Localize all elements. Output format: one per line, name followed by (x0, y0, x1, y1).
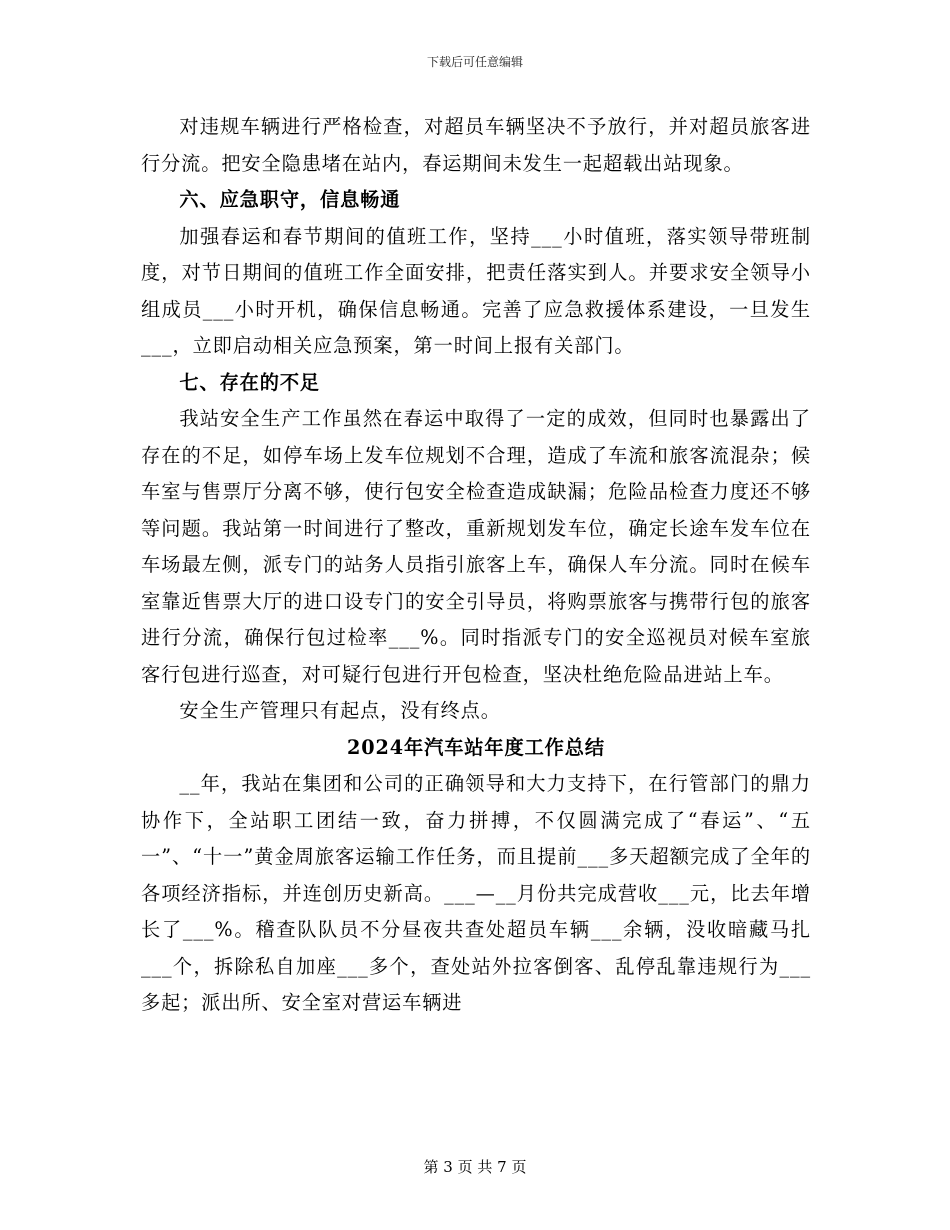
page-number-footer: 第 3 页 共 7 页 (423, 1158, 527, 1176)
section-heading-emergency-duty: 六、应急职守，信息畅通 (179, 188, 401, 211)
document-body (141, 109, 811, 1022)
paragraph-intro: 对违规车辆进行严格检查，对超员车辆坚决不予放行，并对超员旅客进行分流。把安全隐患堵在站内，春运期间未发生一起超载出站现象。 (141, 115, 811, 175)
paragraph-annual-summary: __年，我站在集团和公司的正确领导和大力支持下，在行管部门的鼎力协作下，全站职工团结一致，奋力拼搏，不仅圆满完成了“春运”、“五一”、“十一”黄金周旅客运输工作任务，而且提前___多天超额完成了全年的各项经济指标，并连创历史新高。___—__月份共完成营收___元，比去年增长了___%。稽查队队员不分昼夜共查处超员车辆___余辆，没收暗藏马扎___个，拆除私自加座___多个，查处站外拉客倒客、乱停乱靠违规行为___多起；派出所、安全室对营运车辆进 (141, 772, 811, 1014)
document-title: 2024年汽车站年度工作总结 (347, 735, 605, 759)
section-heading-shortcomings: 七、存在的不足 (179, 370, 321, 394)
page-header: 下载后可任意编辑 (426, 55, 523, 69)
paragraph-shortcomings: 我站安全生产工作虽然在春运中取得了一定的成效，但同时也暴露出了存在的不足，如停车场上发车位规划不合理，造成了车流和旅客流混杂；候车室与售票厅分离不够，使行包安全检查造成缺漏；危险品检查力度还不够等问题。我站第一时间进行了整改，重新规划发车位，确定长途车发车位在车场最左侧，派专门的站务人员指引旅客上车，确保人车分流。同时在候车室靠近售票大厅的进口设专门的安全引导员，将购票旅客与携带行包的旅客进行分流，确保行包过检率___%。同时指派专门的安全巡视员对候车室旅客行包进行巡查，对可疑行包进行开包检查，坚决杜绝危险品进站上车。 (141, 407, 811, 686)
paragraph-closing: 安全生产管理只有起点，没有终点。 (179, 699, 501, 722)
paragraph-emergency-duty: 加强春运和春节期间的值班工作，坚持___小时值班，落实领导带班制度，对节日期间的值班工作全面安排，把责任落实到人。并要求安全领导小组成员___小时开机，确保信息畅通。完善了应急救援体系建设，一旦发生___，立即启动相关应急预案，第一时间上报有关部门。 (141, 224, 811, 357)
